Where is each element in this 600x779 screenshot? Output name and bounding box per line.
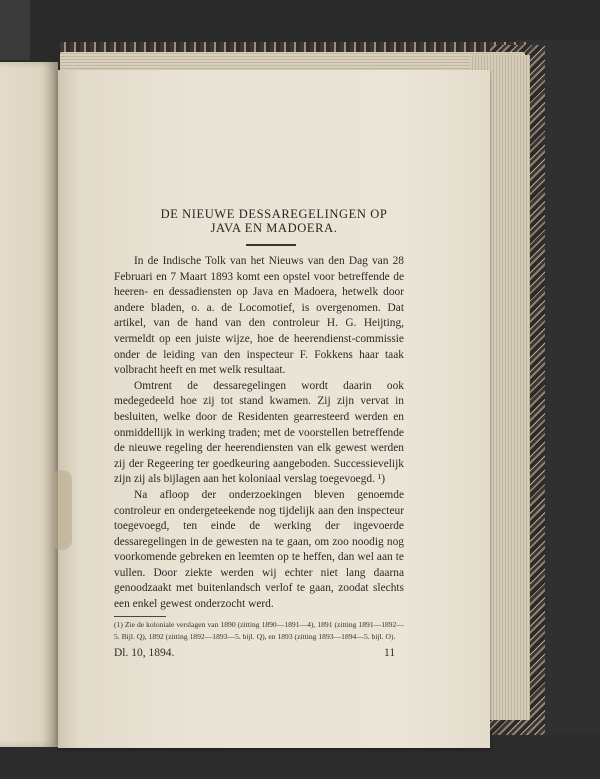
page-stain [52, 470, 72, 550]
background-left-strip [0, 0, 30, 60]
paragraph-1: In de Indische Tolk van het Nieuws van den Dag van 28 Februari en 7 Maart 1893 komt een opstel voor betreffende de heeren- en dessadiensten op Java en Madoera, hetwelk door andere bladen, o. a. de Locomotief, is overgenomen. Dat artikel, van de hand van den controleur H. G. Heijting, vermeldt op een juiste wijze, hoe de heerendienst-commissie onder de leiding van den inspecteur F. Fokkens haar taak volbracht heeft en met welk resultaat. [114, 255, 404, 377]
footnote: (1) Zie de koloniale verslagen van 1890 (zitting 1890—1891—4), 1891 (zitting 1891—1892—5. Bijl. Q), 1892 (zitting 1892—1893—5. bijl. Q), en 1893 (zitting 1893—1894—5. bijl. O). [114, 620, 404, 641]
title-divider [246, 244, 296, 246]
footer-volume: Dl. 10, 1894. [114, 647, 175, 659]
footnote-divider [114, 616, 166, 617]
article-title-line1: DE NIEUWE DESSAREGELINGEN OP [160, 207, 388, 221]
paragraph-3: Na afloop der onderzoekingen bleven genoemde controleur en ondergeteekende nog tijdelijk aan den inspecteur toegevoegd, ten einde de werking der ingevoerde dessaregelingen in de gewesten na te gaan, om zoo noodig nog voorkomende gebreken en leemten op te heffen, dan wel aan te vullen. Door ziekte werden wij echter niet lang daarna genoodzaakt met buitenlandsch verlof te gaan, zoodat slechts een enkel gewest onderzocht werd. [114, 488, 404, 611]
article-body [114, 254, 404, 613]
footer-signature-number: 11 [384, 647, 396, 659]
paragraph-2: Omtrent de dessaregelingen wordt daarin ook medegedeeld hoe zij tot stand kwamen. Zij zijn vervat in besluiten, welke door de Residenten gearresteerd werden en onmiddellijk in werking traden; met de voorstellen betreffende de nieuwe regeling der heerendiensten van elk gewest werden zij der Regeering ter goedkeuring aangeboden. Successievelijk zijn zij als bijlagen aan het koloniaal verslag toegevoegd. ¹) [114, 379, 404, 486]
article-title-line2: JAVA EN MADOERA. [210, 221, 338, 235]
left-page [0, 62, 58, 747]
